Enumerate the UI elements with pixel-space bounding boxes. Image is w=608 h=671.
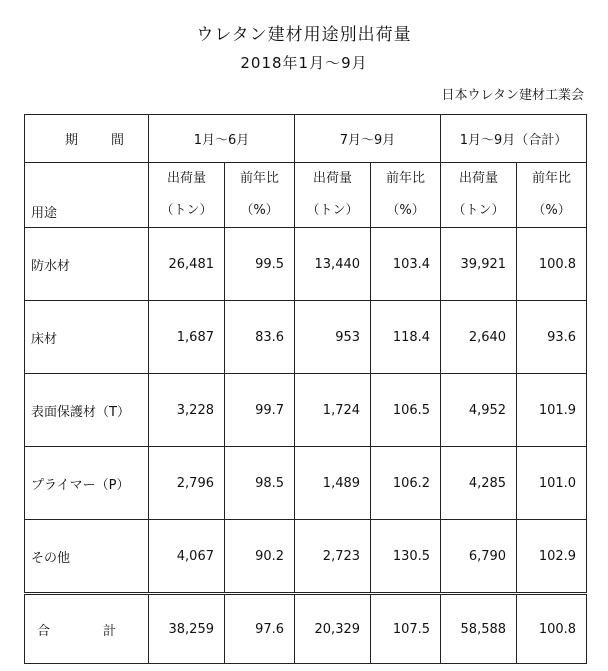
table-cell: 953 xyxy=(295,301,371,374)
table-cell: 4,067 xyxy=(149,520,225,594)
total-cell: 107.5 xyxy=(371,594,441,664)
table-cell: 13,440 xyxy=(295,228,371,301)
table-cell: 2,640 xyxy=(441,301,517,374)
table-row xyxy=(25,374,587,447)
column-header-row xyxy=(25,163,587,228)
table-cell: 118.4 xyxy=(371,301,441,374)
table-cell: 26,481 xyxy=(149,228,225,301)
document-title: ウレタン建材用途別出荷量 xyxy=(196,25,412,45)
total-label: 合 計 xyxy=(25,594,149,664)
table-cell: 90.2 xyxy=(225,520,295,594)
table-cell: 99.5 xyxy=(225,228,295,301)
table-cell: 2,796 xyxy=(149,447,225,520)
total-cell: 58,588 xyxy=(441,594,517,664)
table-cell: 99.7 xyxy=(225,374,295,447)
table-cell: 101.0 xyxy=(517,447,587,520)
row-label: 防水材 xyxy=(25,228,149,301)
table-cell: 4,952 xyxy=(441,374,517,447)
usage-label: 用途 xyxy=(25,163,149,228)
table-cell: 106.5 xyxy=(371,374,441,447)
period-header-row xyxy=(25,115,587,163)
table-cell: 106.2 xyxy=(371,447,441,520)
document-subtitle: 2018年1月～9月 xyxy=(240,54,368,72)
total-cell: 20,329 xyxy=(295,594,371,664)
table-cell: 1,687 xyxy=(149,301,225,374)
table-cell: 102.9 xyxy=(517,520,587,594)
column-header-yoy: 前年比 （%） xyxy=(371,163,441,228)
period-header-3: 1月～9月（合計） xyxy=(441,115,587,163)
column-header-shipment: 出荷量 （トン） xyxy=(295,163,371,228)
table-row xyxy=(25,447,587,520)
total-row xyxy=(25,594,587,664)
table-cell: 2,723 xyxy=(295,520,371,594)
period-header-2: 7月～9月 xyxy=(295,115,441,163)
total-cell: 100.8 xyxy=(517,594,587,664)
publisher-name: 日本ウレタン建材工業会 xyxy=(441,88,584,103)
column-header-shipment: 出荷量 （トン） xyxy=(441,163,517,228)
table-cell: 130.5 xyxy=(371,520,441,594)
row-label: 表面保護材（T） xyxy=(25,374,149,447)
table-cell: 6,790 xyxy=(441,520,517,594)
total-cell: 38,259 xyxy=(149,594,225,664)
table-cell: 1,724 xyxy=(295,374,371,447)
table-cell: 39,921 xyxy=(441,228,517,301)
row-label: プライマー（P） xyxy=(25,447,149,520)
column-header-shipment: 出荷量 （トン） xyxy=(149,163,225,228)
table-cell: 93.6 xyxy=(517,301,587,374)
row-label: その他 xyxy=(25,520,149,594)
table-cell: 98.5 xyxy=(225,447,295,520)
column-header-yoy: 前年比 （%） xyxy=(517,163,587,228)
table-cell: 100.8 xyxy=(517,228,587,301)
row-label: 床材 xyxy=(25,301,149,374)
table-cell: 83.6 xyxy=(225,301,295,374)
table-row xyxy=(25,520,587,594)
total-cell: 97.6 xyxy=(225,594,295,664)
table-cell: 103.4 xyxy=(371,228,441,301)
table-cell: 4,285 xyxy=(441,447,517,520)
period-header-1: 1月～6月 xyxy=(149,115,295,163)
shipment-table xyxy=(24,114,587,664)
table-cell: 101.9 xyxy=(517,374,587,447)
table-cell: 3,228 xyxy=(149,374,225,447)
table-cell: 1,489 xyxy=(295,447,371,520)
table-row xyxy=(25,228,587,301)
table-row xyxy=(25,301,587,374)
period-label: 期 間 xyxy=(25,115,149,163)
column-header-yoy: 前年比 （%） xyxy=(225,163,295,228)
